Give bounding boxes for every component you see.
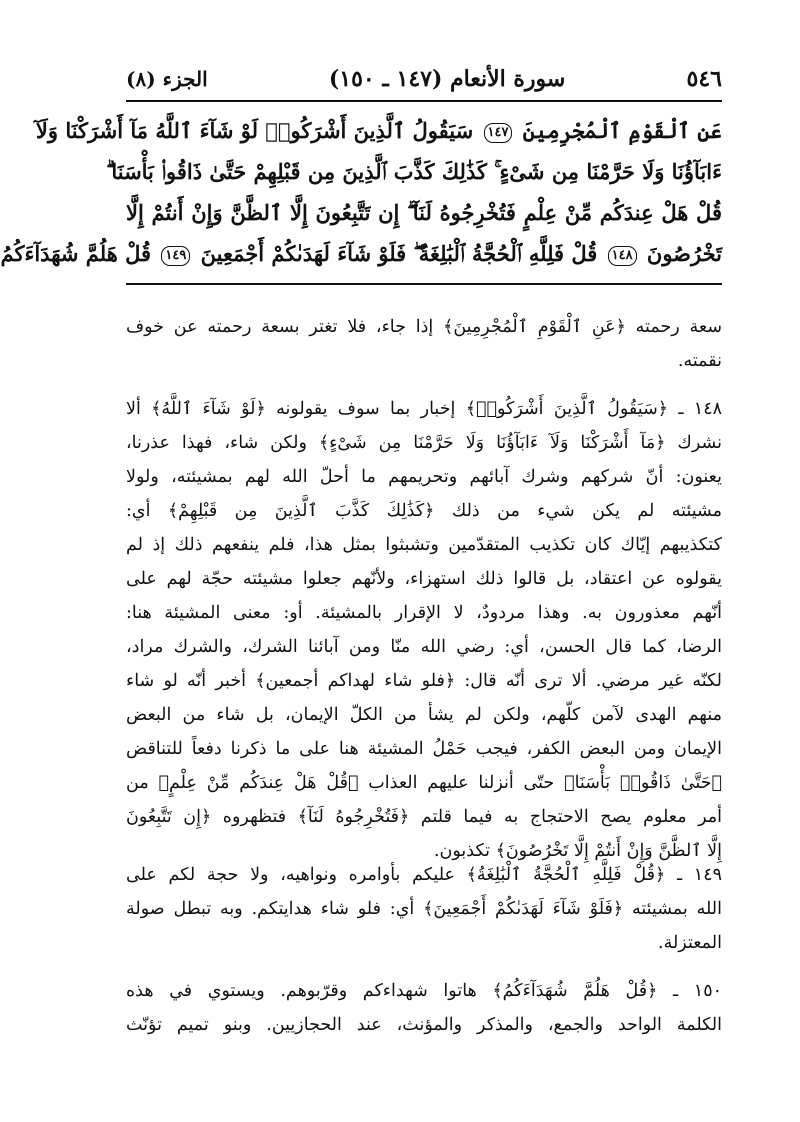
- commentary-line: مشيئته لم يكن شيء من ذلك ﴿كَذَٰلِكَ كَذَّبَ ٱلَّذِينَ مِن قَبْلِهِمْ﴾ أي:: [126, 501, 722, 521]
- commentary-line: سعة رحمته ﴿عَنِ ٱلْقَوْمِ ٱلْمُجْرِمِينَ﴾ إذا جاء، فلا تغتر بسعة رحمته عن خوف: [126, 317, 722, 337]
- quran-text-block: [0, 110, 722, 274]
- commentary-line: يقولوه عن اعتقاد، بل قالوا ذلك استهزاء، ولأنّهم جعلوا مشيئته حجّة لهم على: [126, 569, 722, 589]
- commentary-line: أمر معلوم يصح الاحتجاج به فيما قلتم ﴿فَتُخْرِجُوهُ لَنَآ﴾ فتظهروه ﴿إِن تَتَّبِعُونَ: [126, 807, 722, 827]
- commentary-line: يعنون: أنّ شركهم وشرك آبائهم وتحريمهم ما أحلّ الله لهم بمشيئته، ولولا: [126, 467, 722, 487]
- commentary-line: كتكذيبهم إيّاك كان تكذيب المتقدّمين وتشبثوا بمثل هذا، فلم ينفعهم ذلك إذ لم: [126, 535, 722, 555]
- commentary-intro: [126, 310, 722, 378]
- quran-line: [106, 151, 722, 192]
- commentary-line: المعتزلة.: [658, 933, 722, 953]
- commentary-line: إِلَّا ٱلظَّنَّ وَإِنْ أَنتُمْ إِلَّا تَخْرُصُونَ﴾ تكذبون.: [433, 841, 722, 861]
- commentary-line: ١٤٨ ـ ﴿سَيَقُولُ ٱلَّذِينَ أَشْرَكُوا۟﴾ إخبار بما سوف يقولونه ﴿لَوْ شَآءَ ٱللَّهُ﴾ ألا: [126, 399, 722, 419]
- commentary-line: الله بمشيئته ﴿فَلَوْ شَآءَ لَهَدَىٰكُمْ أَجْمَعِينَ﴾ أي: فلو شاء هدايتكم. وبه تبطل صولة: [126, 899, 722, 919]
- quran-text: قُلْ هَلُمَّ شُهَدَآءَكُمُ: [0, 241, 152, 266]
- quran-text: قُلْ فَلِلَّهِ ٱلْحُجَّةُ ٱلْبَٰلِغَةُ ۖ فَلَوْ شَآءَ لَهَدَىٰكُمْ أَجْمَعِينَ: [200, 241, 598, 266]
- commentary-line: لكنّه غير مرضي. ألا ترى أنّه قال: ﴿فلو شاء لهداكم أجمعين﴾ أخبر أنّه لو شاء: [126, 671, 722, 691]
- ayah-number-marker: ١٤٧: [484, 123, 513, 143]
- quran-text: سَيَقُولُ ٱلَّذِينَ أَشْرَكُوا۟ لَوْ شَآءَ ٱللَّهُ مَآ أَشْرَكْنَا وَلَآ: [35, 118, 474, 143]
- commentary-verse-149: [126, 858, 722, 960]
- commentary-line: نقمته.: [677, 351, 722, 371]
- quran-text: قُلْ هَلْ عِندَكُم مِّنْ عِلْمٍ فَتُخْرِجُوهُ لَنَآ ۖ إِن تَتَّبِعُونَ إِلَّا ٱلظَّنَّ وَإِنْ أَنتُمْ إِلَّا: [126, 200, 722, 225]
- quran-line: [35, 110, 722, 151]
- juz-label: الجزء (٨): [126, 67, 208, 91]
- commentary-line: ١٥٠ ـ ﴿قُلْ هَلُمَّ شُهَدَآءَكُمُ﴾ هاتوا شهداءكم وقرّبوهم. ويستوي في هذه: [126, 981, 722, 1001]
- header-divider: [126, 100, 722, 102]
- surah-title: سورة الأنعام (١٤٧ ـ ١٥٠): [328, 66, 566, 92]
- commentary-line: ﴿حَتَّىٰ ذَاقُوا۟ بَأْسَنَا﴾ حتّى أنزلنا عليهم العذاب ﴿قُلْ هَلْ عِندَكُم مِّنْ عِلْمٍ﴾ من: [126, 773, 722, 793]
- quran-line: [126, 192, 722, 233]
- ayah-number-marker: ١٤٨: [608, 246, 637, 266]
- commentary-line: أنّهم معذورون به. وهذا مردودٌ، لا الإقرار بالمشيئة. أو: معنى المشيئة هنا:: [126, 603, 722, 623]
- commentary-line: الرضا، كما قال الحسن، أي: رضي الله منّا ومن آبائنا الشرك، والشرك مراد،: [126, 637, 722, 657]
- commentary-line: منهم الهدى لآمن كلّهم، ولكن لم يشأ من الكلّ الإيمان، بل شاء من البعض: [126, 705, 722, 725]
- quran-divider: [126, 283, 722, 285]
- ayah-number-marker: ١٤٩: [161, 246, 190, 266]
- commentary-line: ١٤٩ ـ ﴿قُلْ فَلِلَّهِ ٱلْحُجَّةُ ٱلْبَٰلِغَةُ﴾ عليكم بأوامره ونواهيه، ولا حجة لكم على: [126, 865, 722, 885]
- page-number: ٥٤٦: [686, 66, 722, 92]
- commentary-verse-148: [126, 392, 722, 868]
- quran-line: [0, 233, 722, 274]
- commentary-verse-150: [126, 974, 722, 1042]
- quran-text: عَنِ ٱلْقَوْمِ ٱلْمُجْرِمِينَ: [522, 118, 722, 143]
- page-header: [126, 62, 722, 96]
- quran-text: تَخْرُصُونَ: [646, 241, 722, 266]
- commentary-line: الإيمان ومن البعض الكفر، فيجب حَمْلُ المشيئة هنا على ما ذكرنا دفعاً للتناقض: [126, 739, 722, 759]
- commentary-line: الكلمة الواحد والجمع، والمذكر والمؤنث، عند الحجازيين. وبنو تميم تؤنّث: [126, 1015, 722, 1035]
- quran-text: ءَابَآؤُنَا وَلَا حَرَّمْنَا مِن شَىْءٍ ۚ كَذَٰلِكَ كَذَّبَ ٱلَّذِينَ مِن قَبْلِهِمْ حَتَّىٰ ذَاقُوا۟ بَأْسَنَا ۗ: [106, 159, 722, 184]
- commentary-line: نشرك ﴿مَآ أَشْرَكْنَا وَلَآ ءَابَآؤُنَا وَلَا حَرَّمْنَا مِن شَىْءٍ﴾ ولكن شاء، فهذا عذرنا،: [126, 433, 722, 453]
